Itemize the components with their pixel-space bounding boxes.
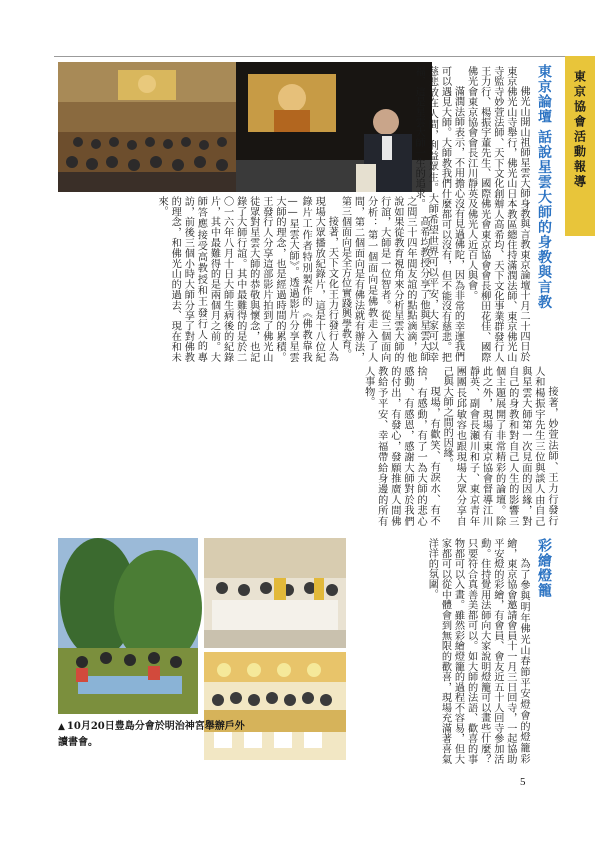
- paragraph: 接著，妙萱法師、王力行發行人和楊振宇先生三位與談人由自己與星雲大師第一次見面的因緣，對自己的身教和對自己人生的影響三個主題展開了非常精彩的論壇。除此之外，現場有東京協會督導江川靜英、副會長瀬川和子、東京青年團團長邱敏容也跟現場大眾分享自己與大師之間的因緣。: [441, 366, 557, 526]
- triangle-icon: ▲: [58, 722, 65, 732]
- article1-body-middle: [58, 196, 430, 362]
- page-number: 5: [520, 776, 526, 788]
- section-tab: [565, 56, 595, 236]
- article1-body-top: [413, 66, 530, 362]
- paragraph: 佛光山開山祖師星雲大師身教與言教東京論壇十月二十四日於東京佛光山寺舉行，佛光山日本教區總住持滿潤法師、東京佛光山寺監寺妙萱法師、天下文化創辦人高希均、天下文化事業群發行人王力行、楊振宇董先生、國際佛光會東京協會會長柳田花佳、國際佛光會東京協會會長江川靜英及佛光人近百人與會。: [465, 66, 529, 362]
- article2-title: 彩繪燈籠: [536, 538, 552, 598]
- paragraph: 高希均教授分享了他與星雲大師之間三十四年間友誼的點點滴滴，他說如果從教育視角來分析星雲大師的行誼，大師是一位智者。從三個面向分析：第一個面向是佛教走入了人間，第二個面向是有佛法就有辦法，第三個面向是全方位實踐興學教育。: [339, 196, 429, 362]
- photo-lantern-workshop-top: [204, 538, 346, 648]
- paragraph: 接著，天下文化王力行發行人為現場大眾播放紀錄片，這是十八位紀錄片工作者特別製作的《佛教靠我——星雲大師》。透過影片分享星雲大師的理念，也是經過時間的累積。王發行人分享這部影片拍到了佛光山徒眾對星雲大師的恭敬與懷念，也記錄了大師行誼。其中最難得的是於二〇一六年八月十日大師生病後的紀錄片，其中最難得的是兩個月之前。大師答應接受高教授和王發行人的專訪，前後三個小時大師分享了對佛教的理念，和佛光山的過去、現在和未來。: [156, 196, 338, 362]
- photo-speaker: [236, 62, 432, 192]
- article2-body: [350, 538, 530, 764]
- paragraph: 滿潤法師表示，不用擔心沒有見過佛陀，因為非常的幸運我們可以遇見大師。大師教我們什麼都可以沒有，但不能沒有慈悲。把慈悲放在人間，利益眾生。大師希望世界可以平安，大家可以幸福，這是星雲大師一生的追求。: [413, 66, 464, 362]
- header-rule: [54, 56, 565, 57]
- article1-title: 東京論壇 話說星雲大師的身教與言教: [536, 64, 552, 310]
- photo-caption: [58, 719, 254, 750]
- photo-outdoor-reading-group: [58, 538, 198, 714]
- article1-body-lower: [58, 366, 558, 526]
- paragraph: 現場，有歡笑、有淚水、有不捨，有感動，有了一為大師的悲心感動、有感恩，感謝大師對於我們的付出，有發心，發願推廣人間佛教給予平安、幸福帶給身邊的所有人事物。: [362, 366, 440, 526]
- photo-caption-text: 10月20日豊島分會於明治神宮舉辦戶外讀書會。: [58, 721, 245, 748]
- paragraph: 為了參與明年佛光山春節平安燈會的燈籠彩繪，東京協會邀請會員十一月三日回寺，一起協助平安燈的彩繪，有會員、會友近五十人回寺參加活動。住持覺用法師向大家說明燈籠可以畫些什麼？只要符合真善美都可以。如大師的法語、歡喜的事物都可以入畫。雖然彩繪燈籠的過程不容易，但大家都可以從中體會到無限的歡喜，現場充滿著喜氣洋洋的氛圍。: [426, 538, 529, 764]
- photo-lecture-hall: [58, 62, 236, 192]
- section-tab-label: 東京協會活動報導: [572, 70, 587, 190]
